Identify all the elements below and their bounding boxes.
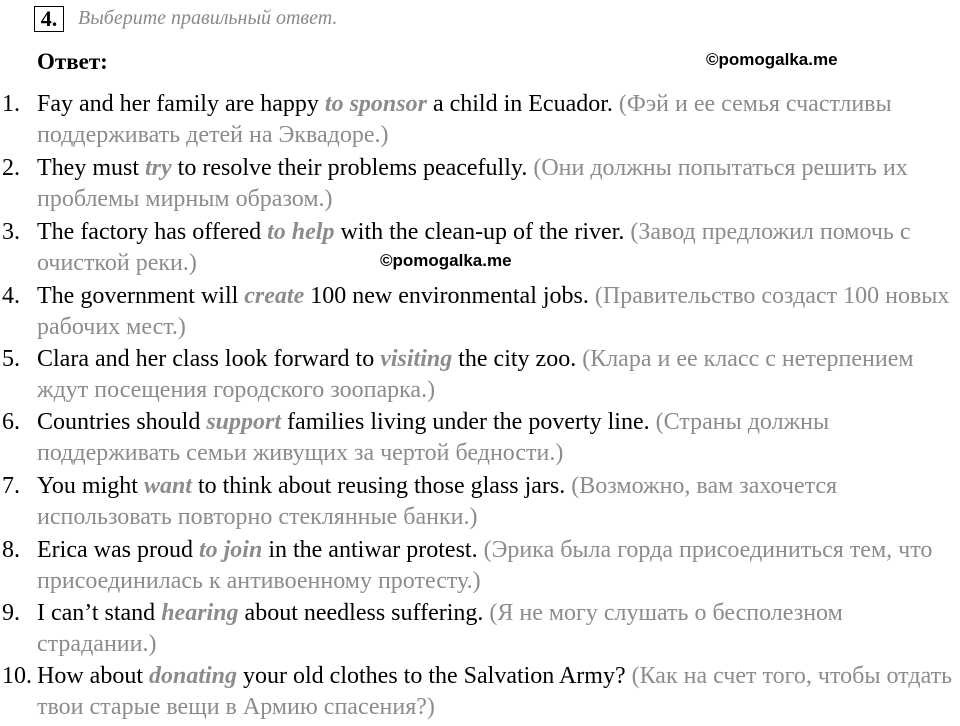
sentence-start: The factory has offered	[37, 219, 268, 245]
item-number: 9.	[2, 600, 20, 626]
item-number: 4.	[2, 283, 20, 309]
item-number: 2.	[2, 155, 20, 181]
item-text	[37, 281, 955, 343]
answer-verb: hearing	[161, 600, 239, 626]
sentence-end: a child in Ecuador.	[426, 91, 613, 117]
exercise-number: 4.	[34, 6, 64, 32]
sentence-end: with the clean-up of the river.	[334, 219, 625, 245]
sentence-start: Erica was proud	[37, 537, 199, 563]
item-number: 10.	[2, 663, 32, 689]
translation: (Правительство создаст 100 новых рабочих мест.)	[37, 283, 950, 340]
sentence-start: Countries should	[37, 409, 207, 435]
item-number: 8.	[2, 537, 20, 563]
translation: (Они должны попытаться решить их проблемы мирным образом.)	[37, 155, 908, 212]
sentence-start: The government will	[37, 283, 245, 309]
answer-verb: to help	[267, 219, 335, 245]
answer-verb: support	[206, 409, 282, 435]
sentence-end: your old clothes to the Salvation Army?	[237, 663, 626, 689]
item-number: 7.	[2, 473, 20, 499]
translation: (Возможно, вам захочется использовать повторно стеклянные банки.)	[37, 473, 838, 530]
item-number: 3.	[2, 219, 20, 245]
answer-verb: create	[244, 283, 305, 309]
translation: (Страны должны поддерживать семьи живущих за чертой бедности.)	[37, 409, 830, 466]
item-text	[37, 89, 955, 151]
sentence-start: Fay and her family are happy	[37, 91, 325, 117]
sentence-end: families living under the poverty line.	[281, 409, 650, 435]
answer-verb: want	[143, 473, 192, 499]
sentence-start: How about	[37, 663, 149, 689]
item-text	[37, 153, 955, 215]
translation: (Завод предложил помочь с очисткой реки.)	[37, 219, 911, 276]
sentence-start: Clara and her class look forward to	[37, 346, 381, 372]
sentence-end: the city zoo.	[452, 346, 577, 372]
answer-verb: to sponsor	[324, 91, 427, 117]
item-text	[37, 471, 955, 533]
sentence-start: I can’t stand	[37, 600, 162, 626]
sentence-end: in the antiwar protest.	[262, 537, 478, 563]
exercise-instruction: Выберите правильный ответ.	[78, 7, 338, 29]
item-number: 5.	[2, 346, 20, 372]
translation: (Фэй и ее семья счастливы поддерживать детей на Эквадоре.)	[37, 91, 892, 148]
sentence-end: to resolve their problems peacefully.	[171, 155, 528, 181]
answer-verb: donating	[148, 663, 238, 689]
item-number: 6.	[2, 409, 20, 435]
item-text	[37, 598, 955, 660]
translation: (Как на счет того, чтобы отдать твои старые вещи в Армию спасения?)	[37, 663, 953, 720]
item-number: 1.	[2, 91, 20, 117]
answer-verb: to join	[198, 537, 263, 563]
item-text	[37, 217, 955, 279]
sentence-end: 100 new environmental jobs.	[304, 283, 589, 309]
watermark: ©pomogalka.me	[706, 50, 838, 69]
translation: (Эрика была горда присоединиться тем, что присоединилась к антивоенному протесту.)	[37, 537, 933, 594]
sentence-end: about needless suffering.	[238, 600, 484, 626]
sentence-start: You might	[37, 473, 144, 499]
translation: (Я не могу слушать о бесполезном страдании.)	[37, 600, 843, 657]
translation: (Клара и ее класс с нетерпением ждут посещения городского зоопарка.)	[37, 346, 914, 403]
item-text	[37, 344, 955, 406]
answer-verb: try	[145, 155, 172, 181]
item-text	[37, 535, 955, 597]
answer-verb: visiting	[380, 346, 453, 372]
sentence-end: to think about reusing those glass jars.	[191, 473, 566, 499]
item-text	[37, 407, 955, 469]
answer-label: Ответ:	[37, 49, 108, 74]
watermark: ©pomogalka.me	[380, 251, 512, 270]
item-text	[37, 661, 955, 723]
sentence-start: They must	[37, 155, 145, 181]
